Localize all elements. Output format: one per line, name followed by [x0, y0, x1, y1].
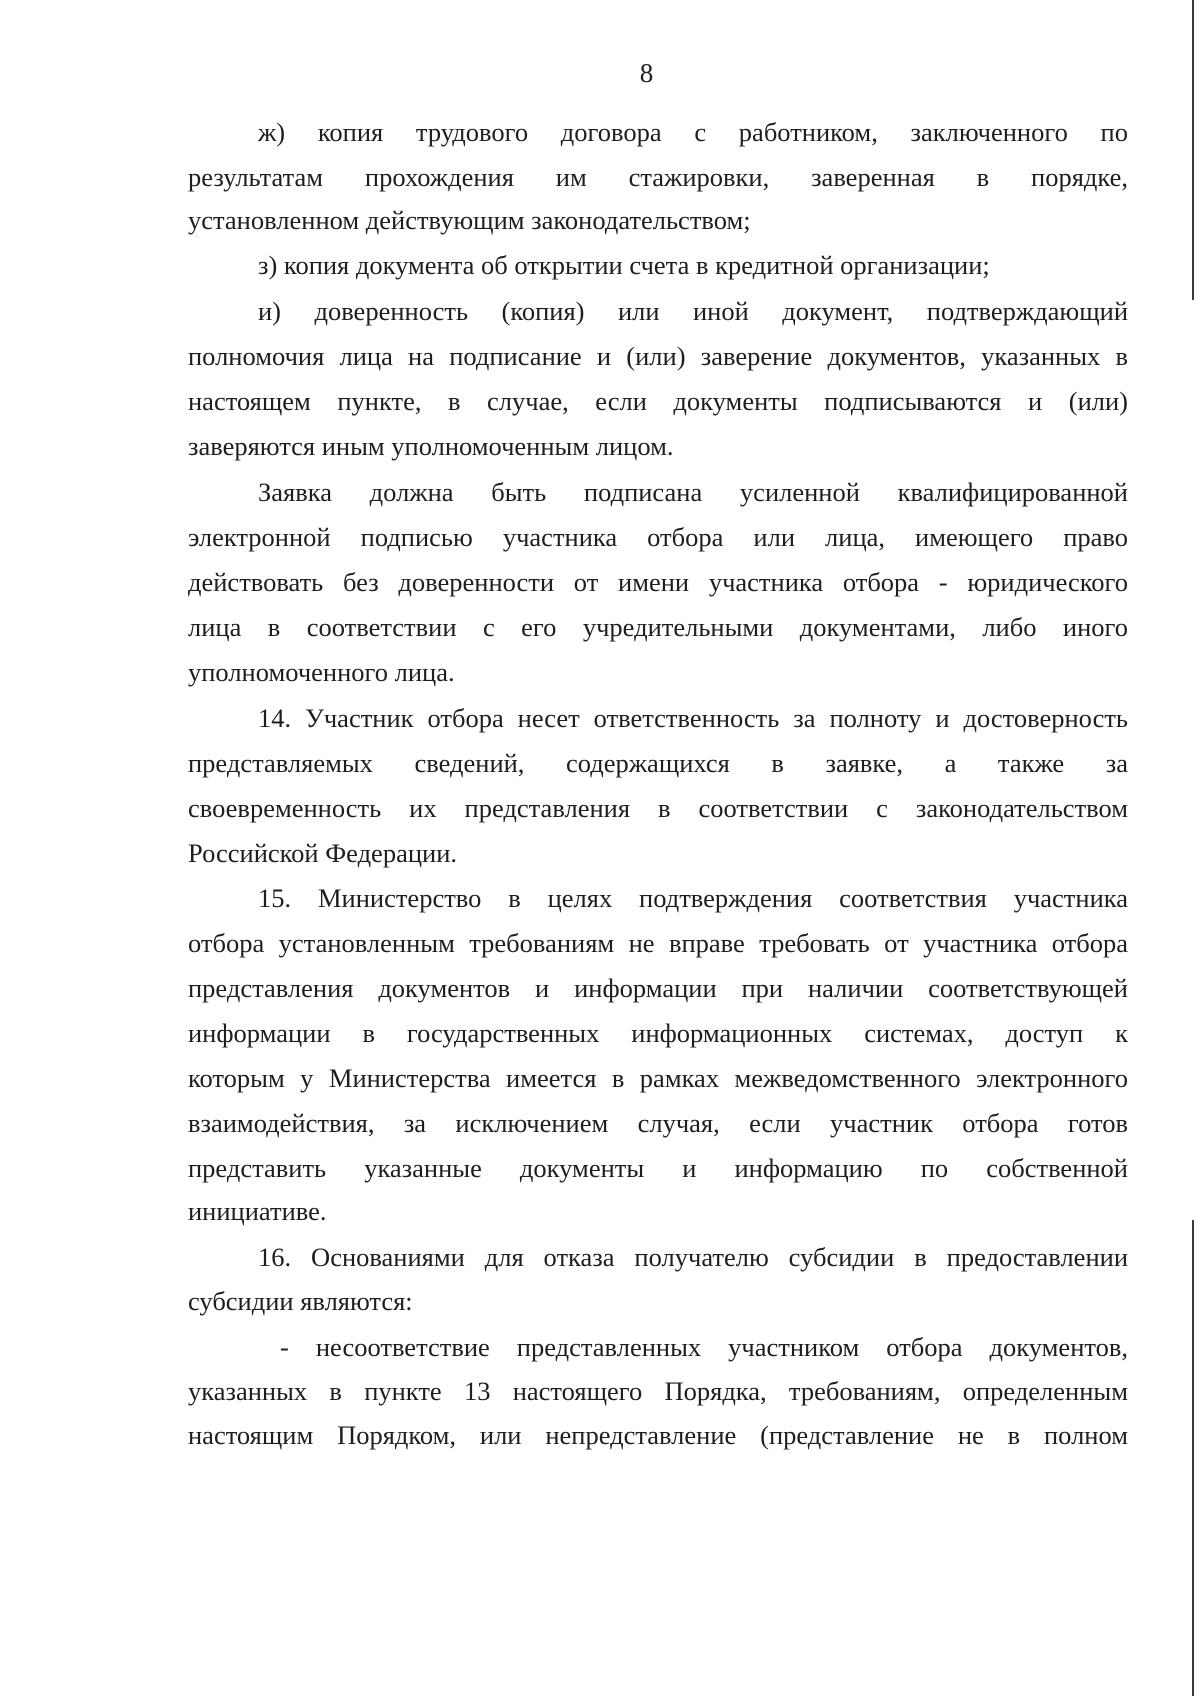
text-line: представления документов и информации при наличии соответствующей: [188, 973, 1128, 1003]
text-line: 14. Участник отбора несет ответственность за полноту и достоверность: [258, 703, 1128, 733]
text-line: 16. Основаниями для отказа получателю субсидии в предоставлении: [258, 1242, 1128, 1272]
text-line: ж) копия трудового договора с работником, заключенного по: [258, 117, 1128, 147]
text-line: своевременность их представления в соответствии с законодательством: [188, 793, 1128, 823]
text-line: результатам прохождения им стажировки, заверенная в порядке,: [188, 162, 1128, 192]
text-line: Российской Федерации.: [188, 838, 457, 868]
text-line: настоящем пункте, в случае, если документы подписываются и (или): [188, 386, 1128, 416]
text-line: электронной подписью участника отбора или лица, имеющего право: [188, 522, 1128, 552]
text-line: настоящим Порядком, или непредставление (представление не в полном: [188, 1420, 1128, 1450]
page-number: 8: [639, 58, 654, 88]
text-line: и) доверенность (копия) или иной документ, подтверждающий: [258, 296, 1128, 326]
text-line: которым у Министерства имеется в рамках межведомственного электронного: [188, 1063, 1128, 1093]
scan-edge-line: [1192, 1220, 1194, 1696]
text-line: - несоответствие представленных участником отбора документов,: [280, 1332, 1128, 1362]
text-line: инициативе.: [188, 1196, 327, 1226]
text-line: 15. Министерство в целях подтверждения соответствия участника: [258, 883, 1128, 913]
text-line: полномочия лица на подписание и (или) заверение документов, указанных в: [188, 341, 1128, 371]
text-line: представить указанные документы и информацию по собственной: [188, 1153, 1128, 1183]
text-line: установленном действующим законодательством;: [188, 205, 751, 235]
text-line: представляемых сведений, содержащихся в заявке, а также за: [188, 748, 1128, 778]
text-line: уполномоченного лица.: [188, 657, 455, 687]
text-line: лица в соответствии с его учредительными документами, либо иного: [188, 612, 1128, 642]
text-line: отбора установленным требованиям не вправе требовать от участника отбора: [188, 928, 1128, 958]
text-line: заверяются иным уполномоченным лицом.: [188, 431, 674, 461]
text-line: указанных в пункте 13 настоящего Порядка, требованиям, определенным: [188, 1376, 1128, 1406]
text-line: субсидии являются:: [188, 1286, 413, 1316]
text-line: з) копия документа об открытии счета в кредитной организации;: [258, 250, 990, 280]
scan-edge-line: [1192, 0, 1194, 300]
text-line: действовать без доверенности от имени участника отбора - юридического: [188, 567, 1128, 597]
text-line: информации в государственных информационных системах, доступ к: [188, 1018, 1128, 1048]
text-line: Заявка должна быть подписана усиленной квалифицированной: [258, 477, 1128, 507]
text-line: взаимодействия, за исключением случая, если участник отбора готов: [188, 1108, 1128, 1138]
